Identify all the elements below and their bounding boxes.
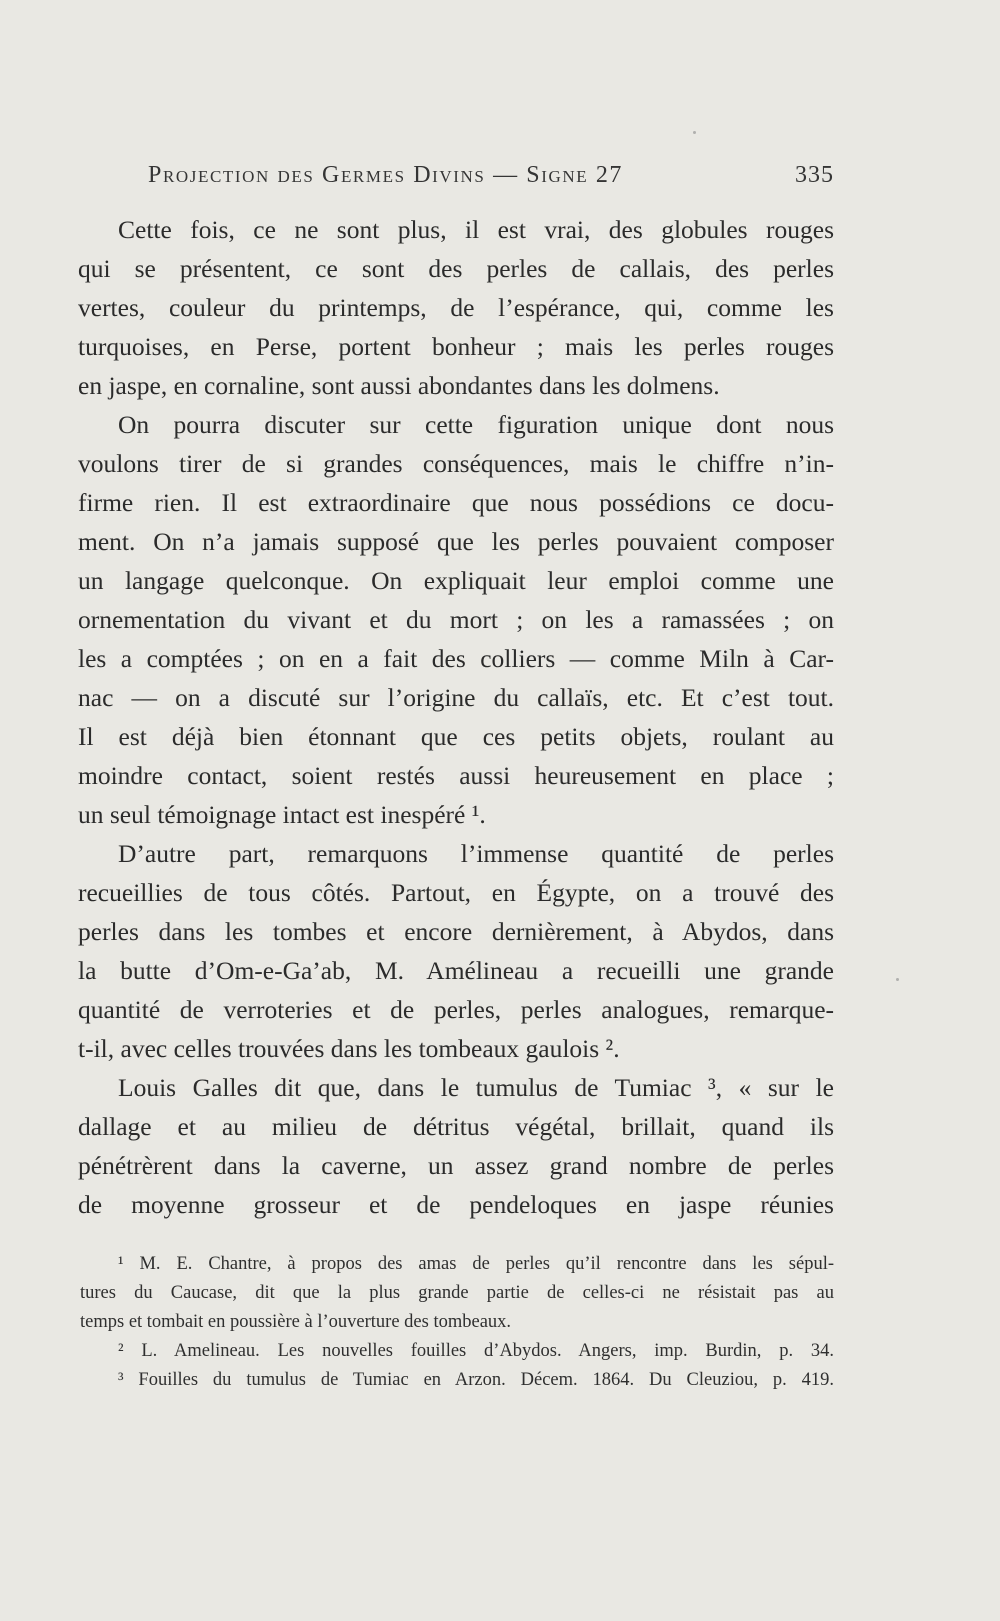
paper-speck <box>896 978 899 981</box>
text-line: les a comptées ; on en a fait des colliers — comme Miln à Car- <box>78 644 834 673</box>
text-line: pénétrèrent dans la caverne, un assez grand nombre de perles <box>78 1151 834 1180</box>
text-line: recueillies de tous côtés. Partout, en Égypte, on a trouvé des <box>78 878 834 907</box>
text-line: en jaspe, en cornaline, sont aussi abondantes dans les dolmens. <box>78 371 720 400</box>
footnotes <box>80 1250 834 1395</box>
text-line: un seul témoignage intact est inespéré ¹. <box>78 800 486 829</box>
text-line: perles dans les tombes et encore dernièrement, à Abydos, dans <box>78 917 834 946</box>
text-line: turquoises, en Perse, portent bonheur ; mais les perles rouges <box>78 332 834 361</box>
text-line: un langage quelconque. On expliquait leur emploi comme une <box>78 566 834 595</box>
text-line: moindre contact, soient restés aussi heureusement en place ; <box>78 761 834 790</box>
text-line: Louis Galles dit que, dans le tumulus de Tumiac ³, « sur le <box>118 1073 834 1102</box>
footnote-line: tures du Caucase, dit que la plus grande partie de celles-ci ne résistait pas au <box>80 1283 834 1303</box>
footnote-line: ² L. Amelineau. Les nouvelles fouilles d’Abydos. Angers, imp. Burdin, p. 34. <box>118 1341 834 1361</box>
text-line: de moyenne grosseur et de pendeloques en jaspe réunies <box>78 1190 834 1219</box>
text-line: firme rien. Il est extraordinaire que nous possédions ce docu- <box>78 488 834 517</box>
text-line: D’autre part, remarquons l’immense quantité de perles <box>118 839 834 868</box>
footnote-line: ³ Fouilles du tumulus de Tumiac en Arzon. Décem. 1864. Du Cleuziou, p. 419. <box>118 1370 834 1390</box>
text-line: dallage et au milieu de détritus végétal, brillait, quand ils <box>78 1112 834 1141</box>
main-text <box>78 210 834 1224</box>
text-line: Il est déjà bien étonnant que ces petits objets, roulant au <box>78 722 834 751</box>
text-line: On pourra discuter sur cette figuration unique dont nous <box>118 410 834 439</box>
text-line: ornementation du vivant et du mort ; on les a ramassées ; on <box>78 605 834 634</box>
footnote-line: ¹ M. E. Chantre, à propos des amas de perles qu’il rencontre dans les sépul- <box>118 1254 834 1274</box>
text-line: quantité de verroteries et de perles, perles analogues, remarque- <box>78 995 834 1024</box>
text-line: t-il, avec celles trouvées dans les tombeaux gaulois ². <box>78 1034 620 1063</box>
paper-speck <box>693 131 696 134</box>
page-number: 335 <box>795 162 834 188</box>
running-header <box>148 162 834 198</box>
text-line: ment. On n’a jamais supposé que les perles pouvaient composer <box>78 527 834 556</box>
text-line: voulons tirer de si grandes conséquences, mais le chiffre n’in- <box>78 449 834 478</box>
footnote-line: temps et tombait en poussière à l’ouverture des tombeaux. <box>80 1312 512 1332</box>
text-line: nac — on a discuté sur l’origine du callaïs, etc. Et c’est tout. <box>78 683 834 712</box>
running-title: Projection des Germes Divins — Signe 27 <box>148 162 624 188</box>
text-line: qui se présentent, ce sont des perles de callais, des perles <box>78 254 834 283</box>
text-line: la butte d’Om-e-Ga’ab, M. Amélineau a recueilli une grande <box>78 956 834 985</box>
text-line: vertes, couleur du printemps, de l’espérance, qui, comme les <box>78 293 834 322</box>
text-line: Cette fois, ce ne sont plus, il est vrai, des globules rouges <box>118 215 834 244</box>
